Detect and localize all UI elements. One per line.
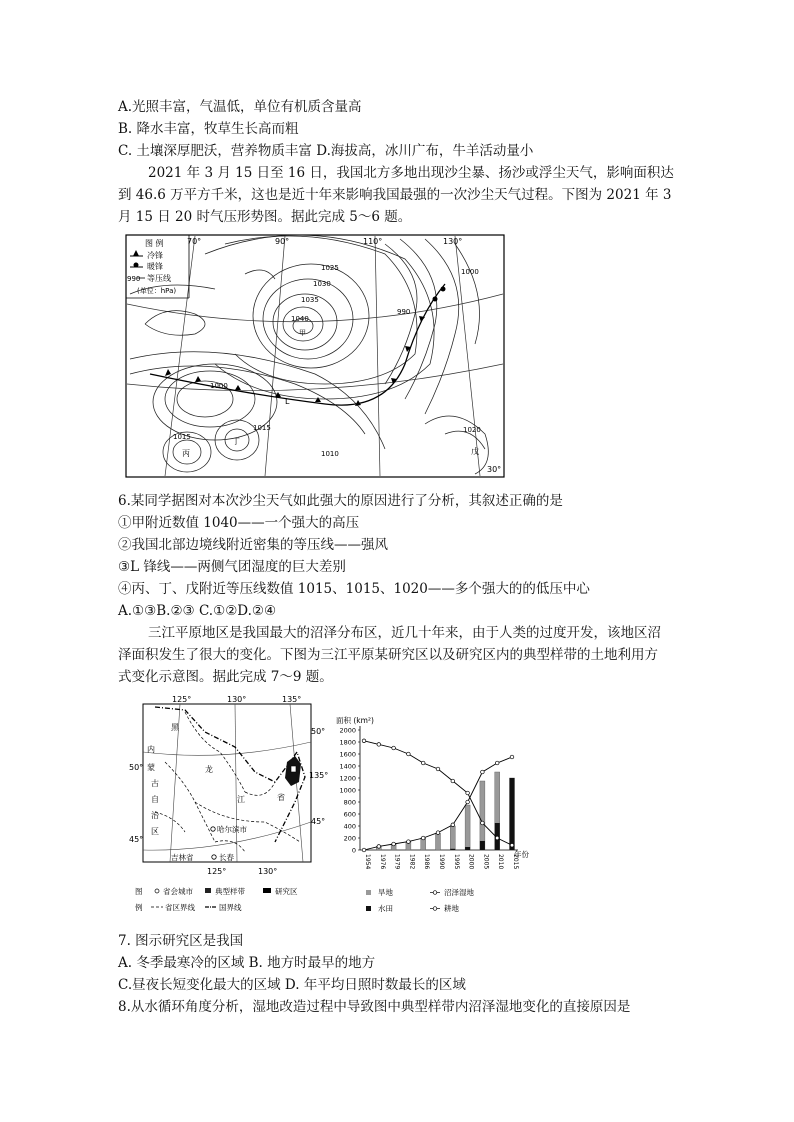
- place-label: 丁: [232, 437, 240, 446]
- x-tick-label: 2000: [467, 854, 475, 870]
- region-map: [125, 692, 335, 920]
- land-use-chart: [330, 712, 540, 922]
- x-tick-label: 1976: [378, 854, 386, 870]
- bar-paddy: [510, 778, 515, 850]
- legend-label: 水田: [378, 904, 393, 913]
- isobar-label: 1020: [463, 426, 481, 434]
- point-wetland: [421, 761, 425, 765]
- legend-border: 国界线: [219, 903, 242, 912]
- legend-prov: 省区界线: [165, 903, 195, 912]
- lon-label: 130°: [258, 867, 278, 876]
- lat-label: 30°: [487, 465, 502, 474]
- y-tick-label: 400: [343, 822, 356, 831]
- legend-marker: [433, 907, 437, 911]
- point-wetland: [377, 743, 381, 747]
- passage-line: 泽面积发生了很大的变化。下图为三江平原某研究区以及研究区内的典型样带的土地利用方: [118, 647, 658, 663]
- isobar-label: 1030: [313, 280, 331, 288]
- lat-label: 45°: [129, 835, 144, 844]
- point-farmland: [495, 761, 499, 765]
- legend-swatch: [366, 906, 371, 911]
- point-wetland: [392, 746, 396, 750]
- bar-dryland: [480, 781, 485, 850]
- legend-capital: 省会城市: [163, 887, 193, 896]
- lon-label: 130°: [227, 695, 247, 704]
- legend-warm-front: 暖锋: [147, 262, 163, 271]
- place-label: 区: [151, 827, 159, 836]
- y-tick-label: 1200: [339, 774, 356, 783]
- point-farmland: [451, 823, 455, 827]
- point-farmland: [362, 848, 366, 852]
- statement: ③L 锋线——两侧气团湿度的巨大差别: [118, 559, 346, 575]
- question-stem: 6.某同学据图对本次沙尘天气如此强大的原因进行了分析，其叙述正确的是: [118, 493, 563, 509]
- place-label: 内: [147, 745, 155, 754]
- legend-unit: (单位：hPa): [137, 287, 177, 295]
- x-tick-label: 1979: [393, 854, 401, 870]
- isobar-label: 1015: [253, 424, 271, 432]
- place-label: 江: [237, 795, 245, 804]
- passage-line: 2021 年 3 月 15 日至 16 日，我国北方多地出现沙尘暴、扬沙或浮尘天气，影响面积达: [148, 165, 674, 181]
- point-wetland: [481, 821, 485, 825]
- legend-prefix: 图: [135, 887, 143, 896]
- point-farmland: [481, 770, 485, 774]
- option-cd: C. 土壤深厚肥沃，营养物质丰富 D.海拔高，冰川广布，牛羊活动量小: [118, 143, 534, 159]
- lon-label: 135°: [282, 695, 302, 704]
- option-b: B. 降水丰富，牧草生长高而粗: [118, 121, 299, 137]
- x-tick-label: 1995: [452, 854, 460, 870]
- y-tick-label: 1800: [339, 738, 356, 747]
- x-axis-label: 年份: [514, 850, 529, 859]
- point-farmland: [436, 831, 440, 835]
- place-label: 龙: [205, 765, 213, 774]
- question-stem: 7. 图示研究区是我国: [118, 933, 244, 949]
- lon-label: 110°: [363, 237, 383, 246]
- legend-label: 旱地: [378, 888, 393, 897]
- x-tick-label: 2010: [497, 854, 505, 870]
- passage-line: 月 15 日 20 时气压形势图。据此完成 5～6 题。: [118, 209, 412, 225]
- statement: ④丙、丁、戊附近等压线数值 1015、1015、1020——多个强大的的低压中心: [118, 581, 590, 597]
- answer-options: C.昼夜长短变化最大的区域 D. 年平均日照时数最长的区域: [118, 977, 466, 993]
- legend-cold-front: 冷锋: [147, 251, 163, 260]
- legend-study: 研究区: [275, 887, 298, 896]
- place-label: L: [285, 397, 290, 406]
- option-a: A.光照丰富，气温低，单位有机质含量高: [118, 99, 362, 115]
- line-wetland: [364, 741, 512, 845]
- lat-label: 50°: [311, 727, 326, 736]
- legend-marker: [433, 891, 437, 895]
- place-label: 治: [151, 811, 159, 820]
- y-tick-label: 2000: [339, 726, 356, 735]
- legend-prefix: 例: [135, 903, 143, 912]
- pressure-map: [125, 234, 505, 478]
- bar-dryland: [450, 826, 455, 850]
- place-label: 丙: [182, 449, 190, 458]
- lon-label: 125°: [207, 867, 227, 876]
- place-label: 甲: [299, 329, 306, 337]
- point-wetland: [466, 791, 470, 795]
- point-wetland: [495, 836, 499, 840]
- y-tick-label: 1600: [339, 750, 356, 759]
- passage-line: 三江平原地区是我国最大的沼泽分布区，近几十年来，由于人类的过度开发，该地区沼: [148, 625, 661, 641]
- statement: ②我国北部边境线附近密集的等压线——强风: [118, 537, 388, 553]
- isobar-label: 1000: [461, 268, 479, 276]
- lon-label: 90°: [275, 237, 290, 246]
- lat-label: 45°: [311, 817, 326, 826]
- isobar-label: 1040: [291, 315, 309, 323]
- city-label: 长春: [219, 853, 234, 862]
- point-wetland: [362, 739, 366, 743]
- place-label: 黑: [171, 723, 179, 732]
- statement: ①甲附近数值 1040——一个强大的高压: [118, 515, 360, 531]
- y-tick-label: 600: [343, 810, 356, 819]
- point-wetland: [451, 779, 455, 783]
- y-tick-label: 1400: [339, 762, 356, 771]
- isobar-label: 990: [397, 308, 411, 316]
- bar-dryland: [465, 805, 470, 850]
- passage-line: 到 46.6 万平方千米，这也是近十年来影响我国最强的一次沙尘天气过程。下图为 2021 年 3: [118, 187, 672, 203]
- y-tick-label: 0: [351, 846, 356, 855]
- place-label: 蒙: [147, 763, 155, 772]
- y-tick-label: 200: [343, 834, 356, 843]
- bar-dryland: [436, 833, 441, 850]
- question-stem: 8.从水循环角度分析，湿地改造过程中导致图中典型样带内沼泽湿地变化的直接原因是: [118, 999, 631, 1015]
- legend-isobar: 等压线: [147, 274, 171, 283]
- legend-swatch: [366, 890, 371, 895]
- bar-paddy: [465, 847, 470, 850]
- point-wetland: [510, 843, 514, 847]
- x-tick-label: 1954: [364, 854, 371, 870]
- x-tick-label: 2015: [512, 854, 519, 870]
- point-wetland: [436, 767, 440, 771]
- legend-label: 沼泽湿地: [444, 888, 474, 897]
- lon-label: 130°: [443, 237, 463, 246]
- place-label: 戊: [471, 447, 479, 456]
- passage-line: 式变化示意图。据此完成 7～9 题。: [118, 669, 333, 685]
- y-axis-label: 面积 (km²): [336, 716, 374, 725]
- isobar-label: 1015: [173, 433, 191, 441]
- point-farmland: [407, 840, 411, 844]
- answer-options: A.①③B.②③ C.①②D.②④: [118, 603, 277, 619]
- bar-paddy: [480, 841, 485, 850]
- place-label: 自: [151, 795, 159, 804]
- point-farmland: [392, 842, 396, 846]
- x-tick-label: 1982: [408, 854, 416, 870]
- lon-label: 125°: [172, 695, 192, 704]
- place-label: 古: [151, 779, 159, 788]
- x-tick-label: 1986: [423, 854, 431, 870]
- lon-label: 70°: [187, 237, 202, 246]
- legend-title: 图 例: [145, 239, 164, 248]
- point-farmland: [466, 800, 470, 804]
- point-farmland: [377, 845, 381, 849]
- isobar-label: 1025: [321, 264, 339, 272]
- y-tick-label: 800: [343, 798, 356, 807]
- province-label: 吉林省: [171, 853, 194, 862]
- y-tick-label: 1000: [339, 786, 356, 795]
- lat-label: 50°: [129, 763, 144, 772]
- x-tick-label: 1990: [438, 854, 445, 870]
- bar-paddy: [450, 849, 455, 850]
- point-farmland: [510, 755, 514, 759]
- legend-band: 典型样带: [215, 887, 245, 896]
- isobar-label: 1010: [321, 450, 339, 458]
- legend-isobar-value: 990: [127, 275, 141, 283]
- lat-label: 135°: [309, 771, 329, 780]
- place-label: 省: [277, 793, 285, 802]
- point-farmland: [421, 836, 425, 840]
- city-label: 哈尔滨市: [217, 825, 247, 834]
- point-wetland: [407, 752, 411, 756]
- x-tick-label: 2005: [482, 854, 490, 870]
- legend-label: 耕地: [444, 904, 459, 913]
- isobar-label: 1035: [301, 296, 319, 304]
- isobar-label: 1000: [210, 382, 228, 390]
- answer-options: A. 冬季最寒冷的区域 B. 地方时最早的地方: [118, 955, 376, 971]
